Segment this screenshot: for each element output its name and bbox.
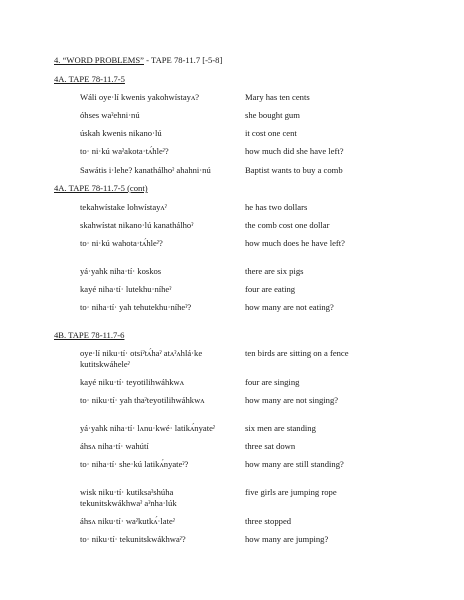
english-line: how much does he have left? [245, 238, 345, 248]
english-line: three sat down [245, 441, 296, 451]
english-line: how much did she have left? [245, 146, 344, 156]
native-line: to· niku·tí· tekunitskwákhwaˀ? [80, 534, 186, 544]
document-title [54, 56, 222, 65]
native-line: skahwístat nikano·lú kanathálhoˀ [80, 220, 194, 230]
native-line-continued: tekunitskwákhwaˀ aˀnha·lúk [80, 498, 177, 508]
title-rest: - TAPE 78-11.7 [-5-8] [144, 55, 223, 65]
english-line: she bought gum [245, 110, 300, 120]
section-heading: 4B. TAPE 78-11.7-6 [54, 330, 125, 340]
english-line: how many are jumping? [245, 534, 329, 544]
native-line: kayé niha·tí· lutekhu·níheˀ [80, 284, 172, 294]
native-line: óhses waˀehni·nú [80, 110, 140, 120]
native-line: oye·lí niku·tí· otsiˀtʌ́haˀ atʌˀʌhlá·ke [80, 348, 203, 358]
native-line: wisk niku·tí· kutiksaˀshúha [80, 487, 174, 497]
native-line: tekahwístake lohwístayʌˀ [80, 202, 167, 212]
native-line: kayé niku·tí· teyotilihwáhkwʌ [80, 377, 185, 387]
section-heading: 4A. TAPE 78-11.7-5 [54, 74, 125, 84]
native-line: to· niku·tí· yah thaˀteyotilihwáhkwʌ [80, 395, 205, 405]
native-line: to· ni·kú waˀakota·tʌ́hleˀ? [80, 146, 169, 156]
english-line: it cost one cent [245, 128, 297, 138]
english-line: five girls are jumping rope [245, 487, 337, 497]
native-line: áhsʌ niku·tí· waˀkutkʌ́·lateˀ [80, 516, 175, 526]
native-line: to· niha·tí· she·kú latikʌ́nyateˀ? [80, 459, 189, 469]
english-line: four are singing [245, 377, 300, 387]
english-line: he has two dollars [245, 202, 308, 212]
native-line: Sawátis i·lehe? kanathálhoˀ ahahni·nú [80, 165, 211, 175]
english-line: how many are not eating? [245, 302, 334, 312]
native-line: úskah kwenis nikano·lú [80, 128, 162, 138]
native-line-continued: kutitskwáheleˀ [80, 359, 130, 369]
native-line: yá·yahk niha·tí· koskos [80, 266, 162, 276]
native-line: to· niha·tí· yah tehutekhu·níheˀ? [80, 302, 192, 312]
section-heading: 4A. TAPE 78-11.7-5 (cont) [54, 183, 148, 193]
native-line: áhsʌ niha·tí· wahútí [80, 441, 149, 451]
english-line: Baptist wants to buy a comb [245, 165, 343, 175]
english-line: there are six pigs [245, 266, 304, 276]
english-line: how many are not singing? [245, 395, 339, 405]
english-line: how many are still standing? [245, 459, 344, 469]
english-line: four are eating [245, 284, 296, 294]
native-line: yá·yahk niha·tí· lʌnu·kwé· latikʌ́nyateˀ [80, 423, 216, 433]
title-underlined: 4. “WORD PROBLEMS” [54, 55, 144, 65]
english-line: the comb cost one dollar [245, 220, 330, 230]
english-line: six men are standing [245, 423, 316, 433]
english-line: Mary has ten cents [245, 92, 310, 102]
english-line: ten birds are sitting on a fence [245, 348, 349, 358]
native-line: Wáli oye·lí kwenis yakohwístayʌ? [80, 92, 200, 102]
native-line: to· ni·kú wahota·tʌ́hleˀ? [80, 238, 163, 248]
english-line: three stopped [245, 516, 292, 526]
